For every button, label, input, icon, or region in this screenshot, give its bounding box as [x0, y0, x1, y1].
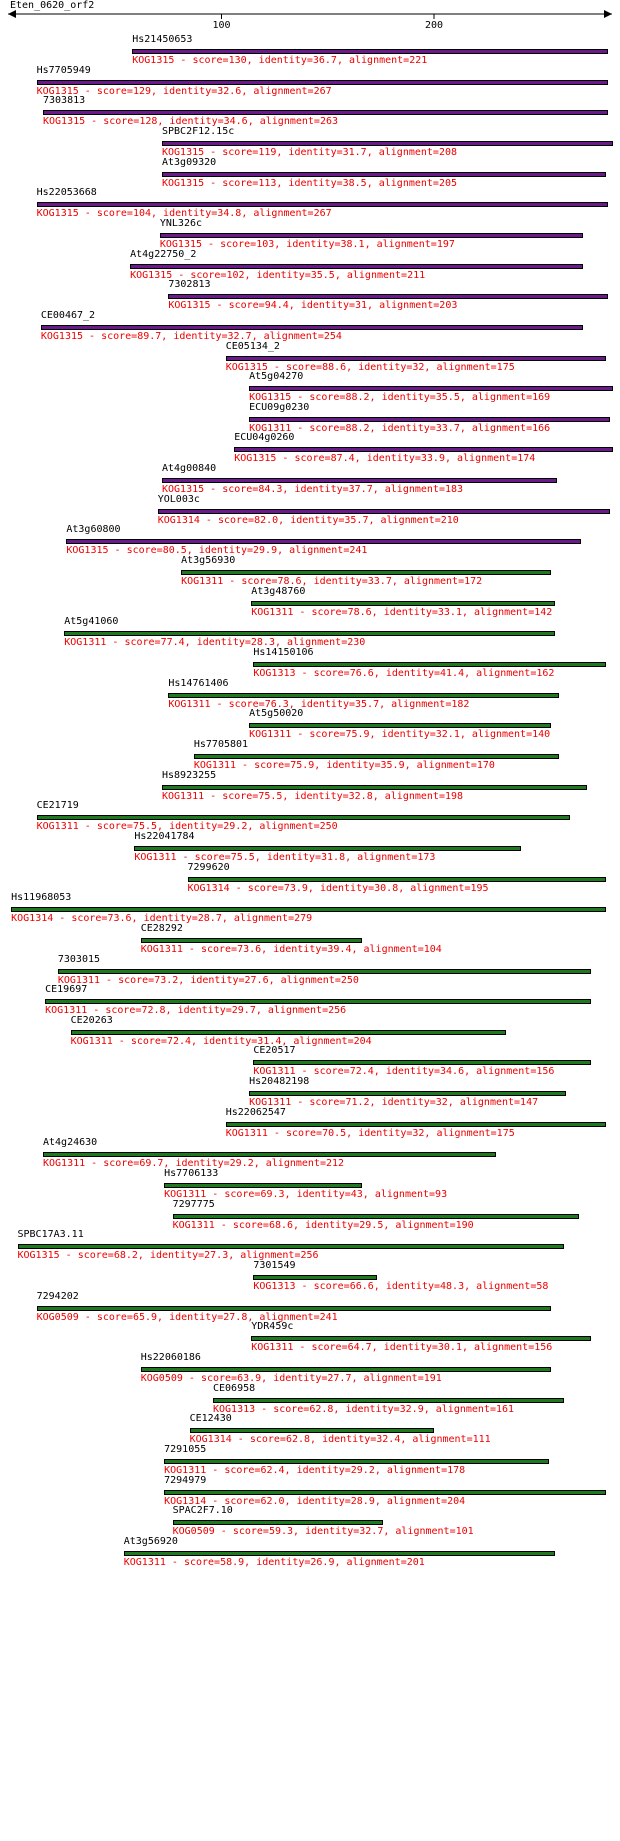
hit-name[interactable]: 7302813 — [168, 279, 211, 291]
hit-alignment-bar[interactable] — [234, 447, 612, 452]
hit-alignment-bar[interactable] — [253, 662, 606, 667]
hit-description: KOG1311 - score=78.6, identity=33.7, alignment=172 — [181, 576, 483, 588]
hit-alignment-bar[interactable] — [141, 1367, 551, 1372]
hit-description: KOG1314 - score=62.8, identity=32.4, alignment=111 — [189, 1434, 491, 1446]
hit-name[interactable]: CE21719 — [36, 800, 79, 812]
hit-alignment-bar[interactable] — [132, 49, 608, 54]
hit-description: KOG1315 - score=104, identity=34.8, alignment=267 — [36, 208, 332, 220]
hit-alignment-bar[interactable] — [249, 1091, 566, 1096]
hit-alignment-bar[interactable] — [253, 1060, 591, 1065]
hit-description: KOG1311 - score=69.3, identity=43, alignment=93 — [164, 1189, 448, 1201]
hit-name[interactable]: Hs22060186 — [140, 1351, 201, 1363]
hit-name[interactable]: At3g09320 — [162, 156, 217, 168]
hit-name[interactable]: Hs7705949 — [36, 64, 91, 76]
hit-description: KOG1315 - score=113, identity=38.5, alignment=205 — [162, 177, 458, 189]
hit-alignment-bar[interactable] — [58, 969, 591, 974]
hit-alignment-bar[interactable] — [37, 80, 609, 85]
hit-description: KOG1315 - score=88.6, identity=32, alignment=175 — [225, 361, 515, 373]
hit-name[interactable]: Hs7706133 — [164, 1168, 219, 1180]
hit-alignment-bar[interactable] — [37, 815, 570, 820]
hit-description: KOG1311 - score=75.5, identity=29.2, alignment=250 — [36, 821, 338, 833]
hit-description: KOG1311 - score=75.5, identity=32.8, alignment=198 — [162, 790, 464, 802]
hit-alignment-bar[interactable] — [43, 1152, 496, 1157]
hit-name[interactable]: YDR459c — [251, 1321, 294, 1333]
hit-name[interactable]: Hs22062547 — [225, 1106, 286, 1118]
hit-description: KOG1311 - score=75.9, identity=32.1, alignment=140 — [249, 729, 551, 741]
hit-name[interactable]: At3g48760 — [251, 585, 306, 597]
hit-alignment-bar[interactable] — [11, 907, 606, 912]
hit-alignment-bar[interactable] — [45, 999, 591, 1004]
hit-description: KOG1315 - score=119, identity=31.7, alignment=208 — [162, 146, 458, 158]
hit-description: KOG1315 - score=103, identity=38.1, alignment=197 — [159, 238, 455, 250]
query-name: Eten_0620_orf2 — [10, 0, 95, 11]
hit-name[interactable]: 7294202 — [36, 1290, 79, 1302]
hit-name[interactable]: At3g60800 — [66, 524, 121, 536]
hit-name[interactable]: SPBC2F12.15c — [162, 125, 235, 137]
hit-description: KOG1311 - score=69.7, identity=29.2, alignment=212 — [43, 1158, 345, 1170]
hit-name[interactable]: CE19697 — [45, 984, 88, 996]
hit-alignment-bar[interactable] — [181, 570, 551, 575]
hit-description: KOG1311 - score=72.4, identity=34.6, alignment=156 — [253, 1066, 555, 1078]
hit-alignment-bar[interactable] — [130, 264, 583, 269]
hit-description: KOG1311 - score=75.5, identity=31.8, alignment=173 — [134, 851, 436, 863]
hit-name[interactable]: At4g00840 — [162, 463, 217, 475]
hit-alignment-bar[interactable] — [162, 785, 587, 790]
hit-name[interactable]: 7294979 — [164, 1474, 207, 1486]
hit-description: KOG1314 - score=82.0, identity=35.7, alignment=210 — [157, 514, 459, 526]
hit-description: KOG1314 - score=73.9, identity=30.8, alignment=195 — [187, 882, 489, 894]
hit-name[interactable]: Hs20482198 — [249, 1076, 310, 1088]
hit-description: KOG1315 - score=87.4, identity=33.9, alignment=174 — [234, 453, 536, 465]
hit-alignment-bar[interactable] — [190, 1428, 434, 1433]
hit-alignment-bar[interactable] — [251, 1336, 591, 1341]
hit-description: KOG1315 - score=68.2, identity=27.3, alignment=256 — [17, 1250, 319, 1262]
hit-description: KOG1311 - score=75.9, identity=35.9, alignment=170 — [193, 759, 495, 771]
hit-description: KOG1315 - score=130, identity=36.7, alignment=221 — [132, 55, 428, 66]
hit-name[interactable]: At5g04270 — [249, 371, 304, 383]
hit-name[interactable]: YNL326c — [159, 217, 203, 229]
hit-alignment-bar[interactable] — [226, 356, 606, 361]
hit-description: KOG1311 - score=76.3, identity=35.7, alignment=182 — [168, 698, 470, 710]
hit-alignment-bar[interactable] — [188, 877, 607, 882]
hit-description: KOG1311 - score=70.5, identity=32, alignment=175 — [225, 1127, 515, 1139]
hit-name[interactable]: CE20517 — [253, 1045, 296, 1057]
hit-name[interactable]: CE20263 — [70, 1014, 113, 1026]
hit-name[interactable]: 7297775 — [172, 1198, 215, 1210]
hit-row[interactable] — [0, 1536, 620, 1572]
hit-name[interactable]: CE12430 — [189, 1413, 232, 1425]
hit-name[interactable]: 7301549 — [253, 1260, 296, 1271]
hit-description: KOG1311 - score=64.7, identity=30.1, alignment=156 — [251, 1342, 553, 1354]
hit-alignment-bar[interactable] — [251, 601, 555, 606]
hit-description: KOG1315 - score=102, identity=35.5, alignment=211 — [130, 269, 426, 281]
hit-description: KOG1311 - score=73.2, identity=27.6, alignment=250 — [57, 974, 359, 986]
hit-name[interactable]: Hs8923255 — [162, 769, 217, 781]
hit-alignment-bar[interactable] — [162, 172, 606, 177]
hit-description: KOG1315 - score=94.4, identity=31, alignment=203 — [168, 300, 458, 312]
hit-alignment-bar[interactable] — [226, 1122, 606, 1127]
hit-alignment-bar[interactable] — [37, 1306, 551, 1311]
hit-description: KOG1311 - score=88.2, identity=33.7, alignment=166 — [249, 422, 551, 434]
hit-name[interactable]: At5g41060 — [64, 616, 119, 628]
ruler-tick-label: 200 — [424, 20, 444, 31]
hit-description: KOG0509 - score=65.9, identity=27.8, alignment=241 — [36, 1311, 338, 1323]
hit-name[interactable]: CE00467_2 — [40, 309, 96, 321]
hit-name[interactable]: YOL003c — [157, 493, 200, 505]
hit-alignment-bar[interactable] — [37, 202, 609, 207]
hit-alignment-bar[interactable] — [164, 1459, 549, 1464]
hit-name[interactable]: At3g56920 — [123, 1535, 178, 1547]
hit-alignment-bar[interactable] — [141, 938, 362, 943]
hit-description: KOG0509 - score=59.3, identity=32.7, alignment=101 — [172, 1526, 474, 1538]
hit-description: KOG1311 - score=77.4, identity=28.3, alignment=230 — [64, 637, 366, 649]
hit-description: KOG1311 - score=68.6, identity=29.5, alignment=190 — [172, 1219, 474, 1231]
hit-name[interactable]: ECU04g0260 — [234, 432, 295, 444]
hit-name[interactable]: 7303813 — [43, 95, 86, 107]
hit-name[interactable]: Hs7705801 — [193, 738, 249, 750]
hit-description: KOG1314 - score=73.6, identity=28.7, alignment=279 — [11, 913, 313, 925]
hit-description: KOG1315 - score=89.7, identity=32.7, alignment=254 — [40, 330, 342, 342]
hit-name[interactable]: ECU09g0230 — [249, 401, 310, 413]
hit-alignment-bar[interactable] — [253, 1275, 376, 1280]
hit-alignment-bar[interactable] — [158, 509, 611, 514]
hit-description: KOG1315 - score=80.5, identity=29.9, alignment=241 — [66, 545, 368, 557]
hit-alignment-bar[interactable] — [71, 1030, 507, 1035]
hit-name[interactable]: SPBC17A3.11 — [17, 1229, 84, 1241]
hit-description: KOG1311 - score=58.9, identity=26.9, alignment=201 — [123, 1556, 425, 1568]
hit-name[interactable]: Hs14761406 — [168, 677, 229, 689]
hit-alignment-bar[interactable] — [249, 723, 551, 728]
hit-alignment-bar[interactable] — [134, 846, 521, 851]
hit-alignment-bar[interactable] — [18, 1244, 564, 1249]
hit-alignment-bar[interactable] — [160, 233, 583, 238]
hit-description: KOG1315 - score=88.2, identity=35.5, alignment=169 — [249, 392, 551, 404]
hit-name[interactable]: 7291055 — [164, 1443, 207, 1455]
hit-name[interactable]: Hs21450653 — [132, 34, 193, 45]
hit-name[interactable]: Hs22053668 — [36, 187, 97, 199]
hit-name[interactable]: Hs14150106 — [253, 647, 314, 658]
hit-name[interactable]: CE05134_2 — [225, 340, 280, 352]
hit-alignment-bar[interactable] — [64, 631, 555, 636]
hit-alignment-bar[interactable] — [168, 693, 559, 698]
hit-description: KOG1311 - score=72.4, identity=31.4, alignment=204 — [70, 1035, 372, 1047]
hit-alignment-bar[interactable] — [164, 1183, 362, 1188]
hit-description: KOG1311 - score=71.2, identity=32, alignment=147 — [249, 1097, 539, 1109]
hit-name[interactable]: CE06958 — [213, 1382, 256, 1394]
hit-alignment-bar[interactable] — [213, 1398, 564, 1403]
hit-name[interactable]: At5g50020 — [249, 708, 304, 720]
hit-name[interactable]: At3g56930 — [181, 555, 236, 567]
hit-alignment-bar[interactable] — [164, 1490, 606, 1495]
hit-description: KOG0509 - score=63.9, identity=27.7, alignment=191 — [140, 1372, 442, 1384]
hit-description: KOG1313 - score=62.8, identity=32.9, alignment=161 — [213, 1403, 515, 1415]
hit-alignment-bar[interactable] — [124, 1551, 555, 1556]
hit-alignment-bar[interactable] — [173, 1520, 383, 1525]
hit-name[interactable]: At4g22750_2 — [130, 248, 197, 260]
hit-alignment-bar[interactable] — [194, 754, 560, 759]
hit-name[interactable]: Hs22041784 — [134, 830, 195, 842]
hit-description: KOG1315 - score=128, identity=34.6, alignment=263 — [43, 116, 339, 128]
hit-description: KOG1313 - score=66.6, identity=48.3, alignment=58 — [253, 1281, 549, 1292]
hit-description: KOG1311 - score=78.6, identity=33.1, alignment=142 — [251, 606, 553, 618]
hit-description: KOG1313 - score=76.6, identity=41.4, alignment=162 — [253, 668, 555, 679]
hit-description: KOG1311 - score=73.6, identity=39.4, alignment=104 — [140, 943, 442, 955]
hit-name[interactable]: Hs11968053 — [11, 892, 72, 904]
hit-name[interactable]: CE28292 — [140, 922, 183, 934]
hit-alignment-bar[interactable] — [66, 539, 580, 544]
hit-description: KOG1315 - score=84.3, identity=37.7, alignment=183 — [162, 484, 464, 496]
hit-alignment-bar[interactable] — [249, 417, 610, 422]
hit-alignment-bar[interactable] — [173, 1214, 579, 1219]
hit-alignment-bar[interactable] — [162, 478, 557, 483]
hit-description: KOG1311 - score=72.8, identity=29.7, alignment=256 — [45, 1005, 347, 1017]
hit-alignment-bar[interactable] — [249, 386, 612, 391]
hit-name[interactable]: SPAC2F7.10 — [172, 1505, 233, 1517]
ruler-tick-label: 100 — [212, 20, 231, 31]
hit-alignment-bar[interactable] — [168, 294, 608, 299]
hit-description: KOG1311 - score=62.4, identity=29.2, alignment=178 — [164, 1464, 466, 1476]
hit-description: KOG1314 - score=62.0, identity=28.9, alignment=204 — [164, 1495, 466, 1507]
hit-description: KOG1315 - score=129, identity=32.6, alignment=267 — [36, 85, 332, 97]
hit-alignment-bar[interactable] — [41, 325, 583, 330]
hit-name[interactable]: 7299620 — [187, 861, 230, 873]
hit-alignment-bar[interactable] — [43, 110, 608, 115]
hit-name[interactable]: 7303015 — [57, 953, 101, 965]
hit-alignment-bar[interactable] — [162, 141, 613, 146]
hit-name[interactable]: At4g24630 — [43, 1137, 98, 1149]
